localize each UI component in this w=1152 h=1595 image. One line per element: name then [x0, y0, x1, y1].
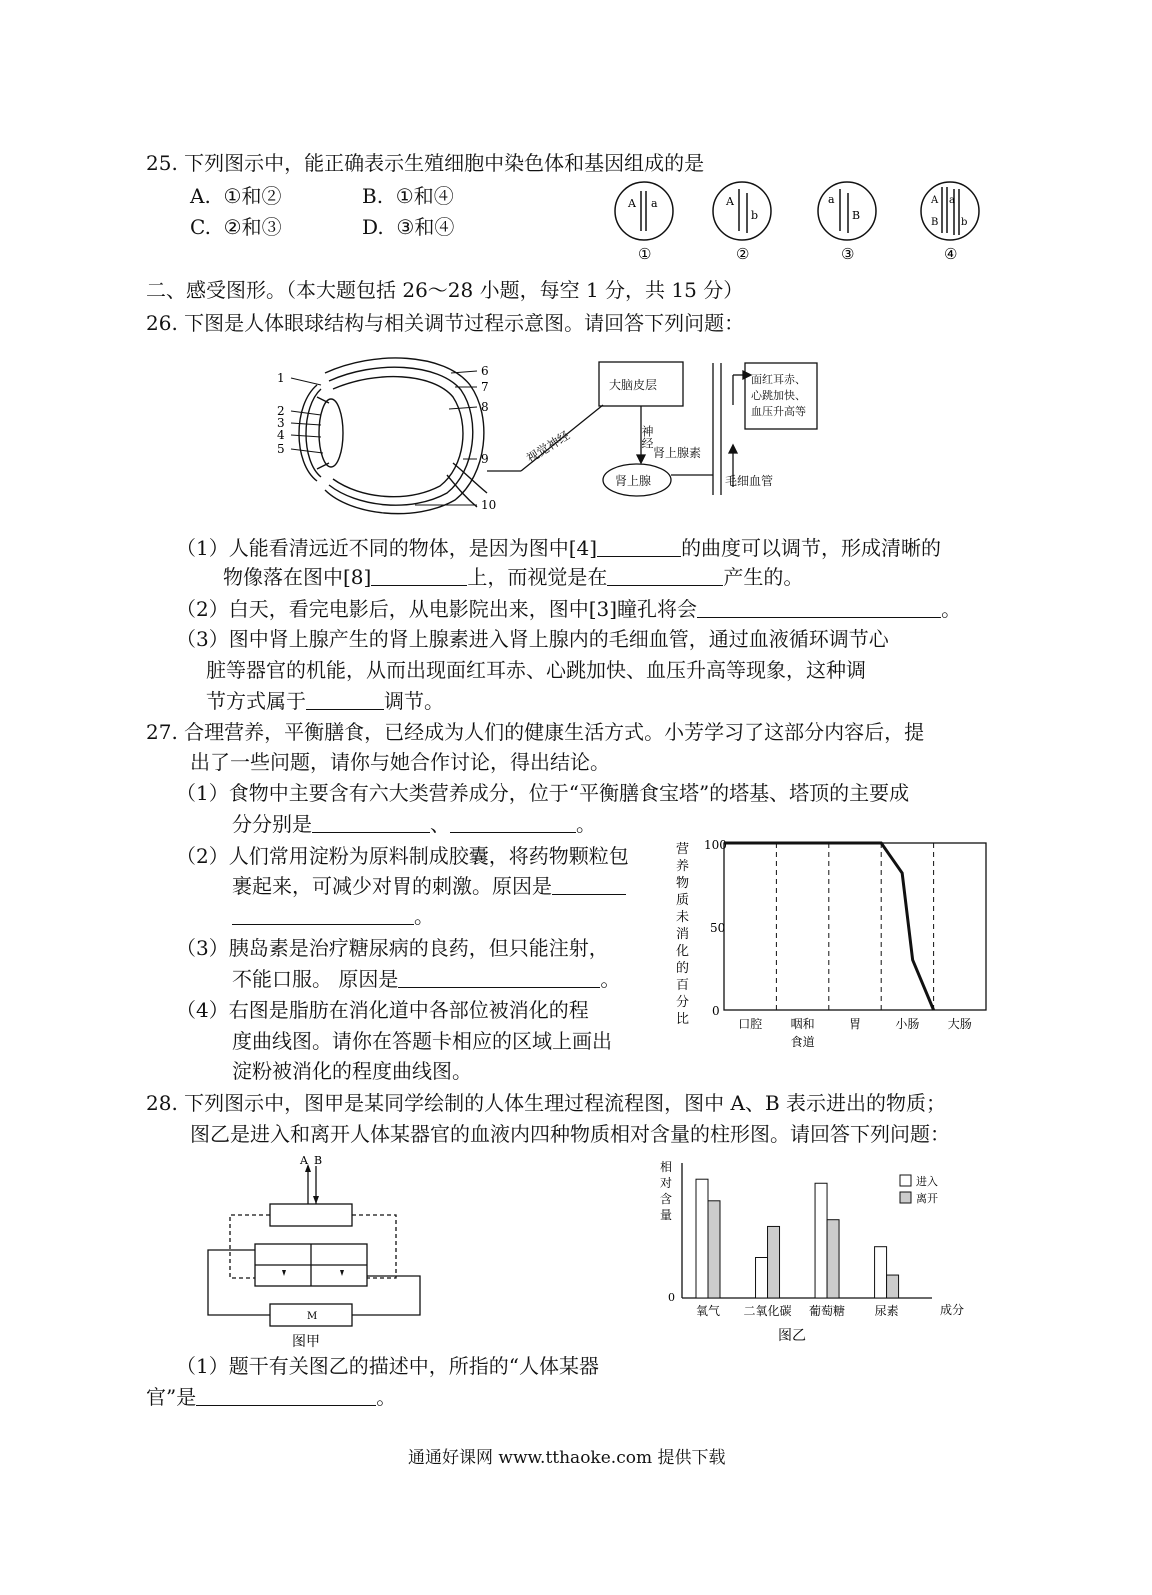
answer-blank[interactable]	[552, 874, 626, 895]
bar-out	[887, 1275, 899, 1298]
q26-p3-line3: 节方式属于 调节。	[206, 689, 444, 713]
bar-category-label: 尿素	[874, 1304, 899, 1318]
category-label: 小肠	[895, 1017, 920, 1031]
ylabel-char: 营	[676, 842, 690, 857]
svg-text:6: 6	[481, 364, 489, 378]
bar-legend	[900, 1174, 938, 1205]
eyeball	[299, 358, 487, 514]
svg-text:③: ③	[841, 245, 855, 263]
ylabel-char: 未	[676, 910, 690, 925]
eye-diagram	[265, 345, 805, 525]
ylabel-char: 物	[676, 876, 690, 891]
answer-blank[interactable]	[306, 689, 384, 710]
q26-stem: 26. 下图是人体眼球结构与相关调节过程示意图。请回答下列问题：	[146, 311, 745, 335]
q27-p3-line2: 不能口服。 原因是 。	[232, 967, 621, 991]
q27-line2: 出了一些问题，请你与她合作讨论，得出结论。	[190, 750, 610, 774]
bar-ylabel-char: 相	[660, 1160, 673, 1174]
category-label: 胃	[848, 1017, 862, 1031]
cell-3	[818, 182, 876, 263]
cell-2	[713, 182, 771, 263]
ylabel-char: 分	[676, 995, 690, 1010]
ylabel-char: 化	[676, 944, 690, 959]
bar-out	[827, 1220, 839, 1298]
bar-in	[875, 1247, 887, 1298]
bar-in	[815, 1183, 827, 1298]
svg-text:a: a	[828, 193, 835, 206]
svg-text:3: 3	[277, 416, 285, 430]
svg-text:B: B	[314, 1154, 323, 1167]
q27-p4-line3: 淀粉被消化的程度曲线图。	[232, 1059, 472, 1083]
capillary-label: 毛细血管	[725, 474, 774, 488]
svg-text:10: 10	[481, 498, 497, 512]
bar-out	[768, 1226, 780, 1298]
answer-blank[interactable]	[597, 536, 681, 557]
y-tick-50: 50	[710, 921, 726, 935]
svg-text:5: 5	[277, 442, 285, 456]
q28-p1-line1: （1）题干有关图乙的描述中，所指的“人体某器	[176, 1354, 599, 1378]
q27-p4-line2: 度曲线图。请你在答题卡相应的区域上画出	[232, 1029, 612, 1053]
optic-nerve-label: 视觉神经	[524, 428, 573, 466]
svg-text:2: 2	[277, 404, 285, 418]
answer-blank[interactable]	[196, 1385, 376, 1406]
svg-text:b: b	[961, 217, 968, 228]
figure-a-flowchart	[200, 1152, 440, 1352]
bar-category-label: 二氧化碳	[743, 1304, 792, 1318]
fat-digestion-chart	[672, 835, 992, 1055]
answer-blank[interactable]	[607, 565, 723, 586]
q25-option-d: D. ③和④	[362, 215, 455, 239]
svg-text:A: A	[726, 195, 734, 208]
q25-option-a: A. ①和②	[190, 184, 282, 208]
legend-swatch-in	[900, 1175, 911, 1186]
q26-p2: （2）白天，看完电影后，从电影院出来，图中[3]瞳孔将会 。	[176, 597, 962, 621]
q27-p2-line3: 。	[232, 903, 434, 929]
legend-in: 进入	[916, 1175, 938, 1188]
effect-line-3: 血压升高等	[751, 405, 806, 418]
legend-swatch-out	[900, 1192, 911, 1203]
bar-ylabel-char: 含	[660, 1192, 673, 1206]
adrenaline-label: 肾上腺素	[653, 446, 702, 460]
ylabel-char: 消	[676, 927, 690, 942]
q27-p2-line2: 裹起来，可减少对胃的刺激。原因是	[232, 873, 626, 899]
legend-out: 离开	[916, 1192, 938, 1205]
y-tick-0: 0	[712, 1004, 720, 1018]
svg-text:B: B	[852, 209, 861, 222]
footer: 通通好课网 www.tthaoke.com 提供下载	[408, 1448, 726, 1468]
category-label: 咽和	[790, 1017, 815, 1031]
figure-b-bar-chart	[650, 1155, 980, 1345]
category-label: 大肠	[947, 1017, 972, 1031]
answer-blank[interactable]	[398, 967, 600, 988]
ylabel-char: 百	[676, 978, 690, 993]
q28-line1: 28. 下列图示中，图甲是某同学绘制的人体生理过程流程图，图中 A、B 表示进出的物质；	[146, 1091, 947, 1115]
q27-p1-line2: 分分别是 、 。	[232, 812, 596, 836]
q28-line2: 图乙是进入和离开人体某器官的血液内四种物质相对含量的柱形图。请回答下列问题：	[190, 1122, 950, 1146]
q26-p3-line1: （3）图中肾上腺产生的肾上腺素进入肾上腺内的毛细血管，通过血液循环调节心	[176, 627, 889, 651]
q27-p4-line1: （4）右图是脂肪在消化道中各部位被消化的程	[176, 998, 589, 1022]
section-2-heading: 二、感受图形。（本大题包括 26～28 小题，每空 1 分，共 15 分）	[146, 278, 744, 302]
cell-1	[615, 182, 673, 263]
plot-frame	[724, 843, 986, 1010]
svg-text:M: M	[307, 1311, 318, 1322]
q25-stem: 25. 下列图示中，能正确表示生殖细胞中染色体和基因组成的是	[146, 151, 705, 175]
cell-4	[921, 182, 979, 263]
svg-text:7: 7	[481, 380, 489, 394]
q27-p2-line1: （2）人们常用淀粉为原料制成胶囊，将药物颗粒包	[176, 844, 629, 868]
bar-ylabel-char: 量	[660, 1208, 673, 1222]
q27-p3-line1: （3）胰岛素是治疗糖尿病的良药，但只能注射，	[176, 936, 609, 960]
figure-a-caption: 图甲	[292, 1334, 320, 1350]
q26-p1-line2: 物像落在图中[8] 上，而视觉是在 产生的。	[223, 565, 804, 589]
svg-text:A: A	[300, 1154, 308, 1167]
svg-text:b: b	[751, 209, 759, 222]
q28-p1-line2: 官”是 。	[146, 1385, 397, 1409]
svg-text:a: a	[949, 195, 955, 206]
answer-blank[interactable]	[371, 565, 467, 586]
svg-text:8: 8	[481, 400, 489, 414]
effect-line-2: 心跳加快、	[751, 389, 806, 402]
answer-blank[interactable]	[312, 812, 430, 833]
ylabel-char: 比	[676, 1012, 690, 1027]
bar-category-label: 氧气	[695, 1304, 721, 1318]
svg-text:a: a	[651, 197, 658, 210]
bar-in	[756, 1258, 768, 1299]
svg-text:①: ①	[638, 245, 652, 263]
ylabel-char: 养	[676, 859, 690, 874]
svg-text:A: A	[931, 195, 939, 206]
svg-text:④: ④	[944, 245, 958, 263]
y-tick-100: 100	[704, 838, 727, 852]
q27-p1-line1: （1）食物中主要含有六大类营养成分，位于“平衡膳食宝塔”的塔基、塔顶的主要成	[176, 781, 910, 805]
svg-text:②: ②	[736, 245, 750, 263]
nerve-label: 神经	[640, 425, 654, 449]
q25-option-c: C. ②和③	[190, 215, 282, 239]
answer-blank[interactable]	[697, 597, 941, 618]
effect-line-1: 面红耳赤、	[751, 373, 806, 386]
bar-ylabel-char: 对	[660, 1176, 673, 1190]
adrenal-label: 肾上腺	[615, 474, 652, 488]
answer-blank[interactable]	[232, 904, 414, 925]
svg-text:9: 9	[481, 452, 489, 466]
q25-option-b: B. ①和④	[362, 184, 454, 208]
svg-text:B: B	[931, 217, 939, 228]
bar-chart-title: 图乙	[778, 1328, 806, 1344]
q26-p3-line2: 脏等器官的机能，从而出现面红耳赤、心跳加快、血压升高等现象，这种调	[206, 658, 866, 682]
q26-p1-line1: （1）人能看清远近不同的物体，是因为图中[4] 的曲度可以调节，形成清晰的	[176, 536, 942, 560]
bar-category-label: 葡萄糖	[809, 1304, 846, 1318]
ylabel-char: 的	[676, 961, 690, 976]
bar-in	[696, 1179, 708, 1298]
q27-line1: 27. 合理营养，平衡膳食，已经成为人们的健康生活方式。小芳学习了这部分内容后，提	[146, 720, 925, 744]
answer-blank[interactable]	[450, 812, 576, 833]
svg-text:1: 1	[277, 371, 285, 385]
svg-text:4: 4	[277, 428, 285, 442]
category-label: 口腔	[738, 1017, 763, 1031]
bar-y-origin: 0	[668, 1291, 675, 1304]
q25-chromosome-figure	[600, 175, 1000, 270]
category-label-2: 食道	[790, 1035, 815, 1049]
bar-xlabel: 成分	[940, 1303, 965, 1317]
digest-ylabel	[676, 842, 689, 1027]
bar-out	[708, 1201, 720, 1298]
ylabel-char: 质	[676, 893, 690, 908]
cortex-label: 大脑皮层	[609, 378, 658, 392]
svg-text:A: A	[628, 197, 636, 210]
